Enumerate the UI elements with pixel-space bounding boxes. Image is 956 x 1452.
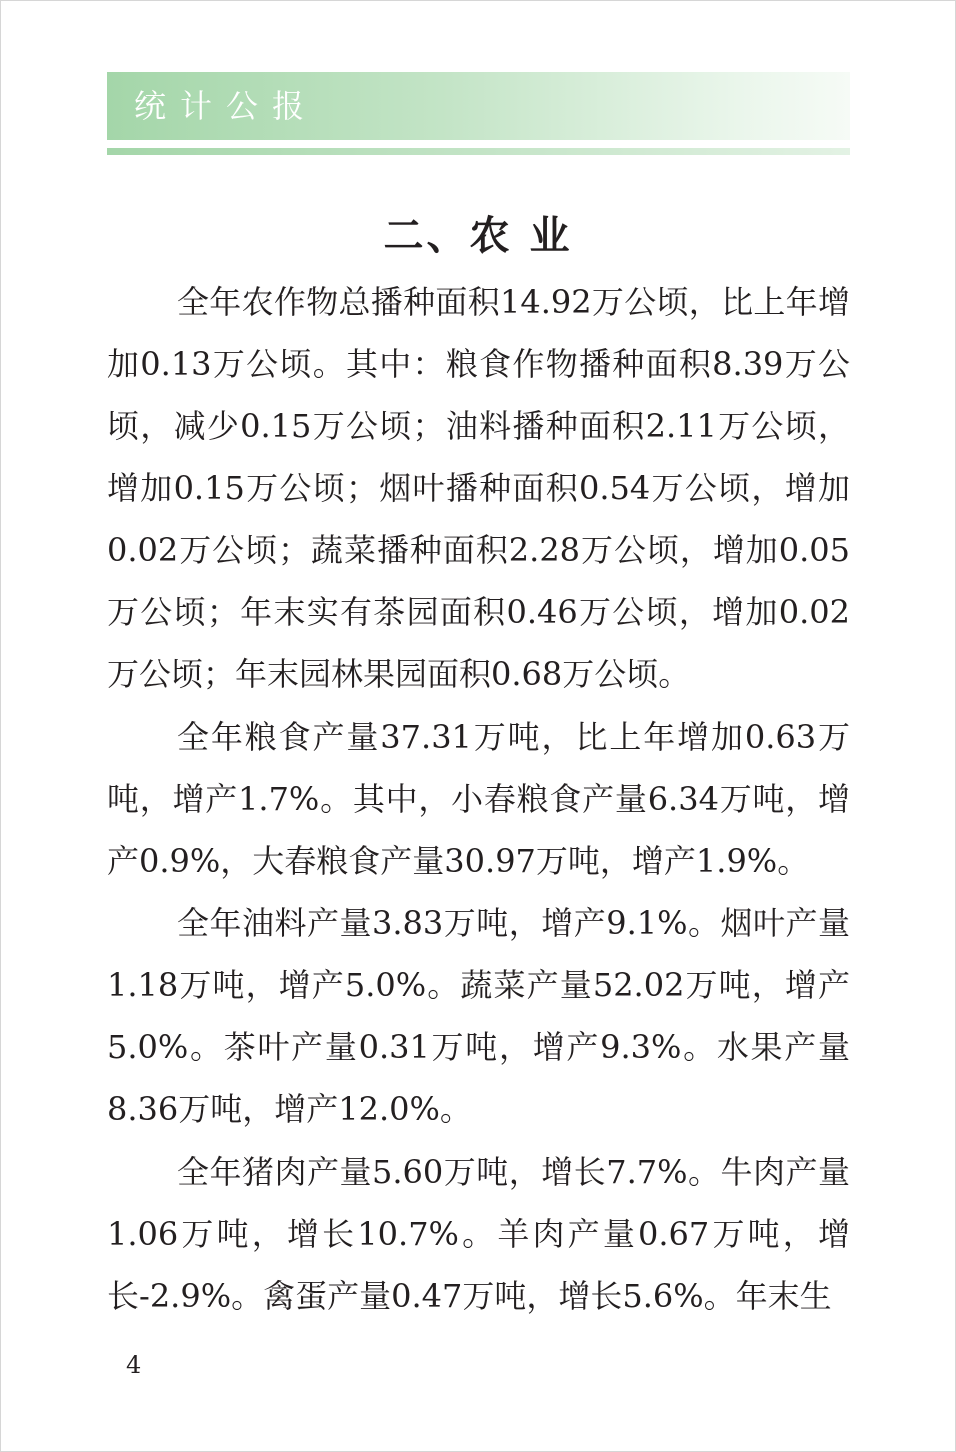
section-heading: 二、农 业 <box>383 212 573 259</box>
paragraph-livestock-output: 全年猪肉产量5.60万吨，增长7.7%。牛肉产量1.06万吨，增长10.7%。羊肉产量0.67万吨，增长-2.9%。禽蛋产量0.47万吨，增长5.6%。年末生 <box>107 1152 850 1315</box>
paragraph-crop-output: 全年油料产量3.83万吨，增产9.1%。烟叶产量1.18万吨，增产5.0%。蔬菜产量52.02万吨，增产5.0%。茶叶产量0.31万吨，增产9.3%。水果产量8.36万吨，增产12.0%。 <box>107 904 850 1128</box>
body-text <box>107 271 850 1327</box>
header-title: 统计公报 <box>134 87 319 125</box>
paragraph-sown-area: 全年农作物总播种面积14.92万公顷，比上年增加0.13万公顷。其中：粮食作物播种面积8.39万公顷，减少0.15万公顷；油料播种面积2.11万公顷，增加0.15万公顷；烟叶播种面积0.54万公顷，增加0.02万公顷；蔬菜播种面积2.28万公顷，增加0.05万公顷；年末实有茶园面积0.46万公顷，增加0.02万公顷；年末园林果园面积0.68万公顷。 <box>107 283 850 693</box>
paragraph-grain-output: 全年粮食产量37.31万吨，比上年增加0.63万吨，增产1.7%。其中，小春粮食产量6.34万吨，增产0.9%，大春粮食产量30.97万吨，增产1.9%。 <box>107 717 850 880</box>
header-rule <box>107 148 850 155</box>
page-number: 4 <box>126 1351 142 1379</box>
header-band <box>107 72 850 140</box>
